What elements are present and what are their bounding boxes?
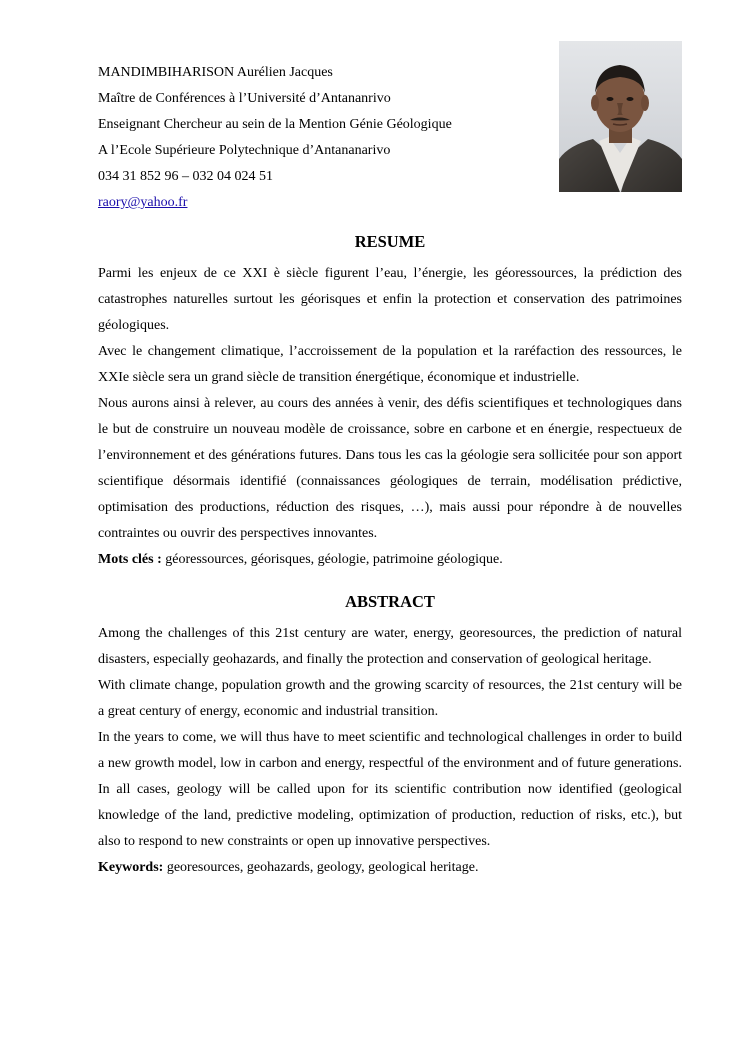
abstract-paragraph: In the years to come, we will thus have to meet scientific and technological challenges in order to build a new growth model, low in carbon and energy, respectful of the environment and of future generations. In all cases, geology will be called upon for its scientific contribution now identified (geological knowledge of the land, predictive modeling, optimization of production, reduction of risks, etc.), but also to respond to new constraints or open up innovative perspectives. xyxy=(98,730,682,849)
resume-paragraph: Avec le changement climatique, l’accroissement de la population et la raréfaction des ressources, le XXIe siècle sera un grand siècle de transition énergétique, économique et industrielle. xyxy=(98,344,682,385)
resume-keywords-label: Mots clés : xyxy=(98,552,162,567)
abstract-keywords xyxy=(98,855,682,881)
abstract-keywords-text: georesources, geohazards, geology, geological heritage. xyxy=(163,860,479,875)
resume-title: RESUME xyxy=(354,232,426,251)
abstract-paragraph: With climate change, population growth and the growing scarcity of resources, the 21st century will be a great century of energy, economic and industrial transition. xyxy=(98,678,682,719)
author-photo xyxy=(559,41,682,192)
resume-keywords xyxy=(98,547,682,573)
abstract-body xyxy=(98,621,682,881)
abstract-title: ABSTRACT xyxy=(345,592,435,611)
abstract-paragraph: Among the challenges of this 21st century are water, energy, georesources, the prediction of natural disasters, especially geohazards, and finally the protection and conservation of geological heritage. xyxy=(98,626,682,667)
resume-keywords-text: géoressources, géorisques, géologie, patrimoine géologique. xyxy=(161,552,503,567)
resume-paragraph: Parmi les enjeux de ce XXI è siècle figurent l’eau, l’énergie, les géoressources, la prédiction des catastrophes naturelles surtout les géorisques et enfin la protection et conservation des patrimoines géologiques. xyxy=(98,266,682,333)
author-position: Maître de Conférences à l’Université d’Antananrivo xyxy=(98,91,391,106)
author-name: MANDIMBIHARISON Aurélien Jacques xyxy=(98,65,333,80)
resume-paragraph: Nous aurons ainsi à relever, au cours des années à venir, des défis scientifiques et technologiques dans le but de construire un nouveau modèle de croissance, sobre en carbone et en énergie, respectueux de l’environnement et des générations futures. Dans tous les cas la géologie sera sollicitée pour son apport scientifique désormais identifié (connaissances géologiques de terrain, modélisation prédictive, optimisation des productions, réduction des risques, …), mais aussi pour répondre à de nouvelles contraintes ou ouvrir des perspectives innovantes. xyxy=(98,396,682,541)
portrait-photo-icon xyxy=(559,41,682,192)
author-school: A l’Ecole Supérieure Polytechnique d’Antananarivo xyxy=(98,143,391,158)
author-phone: 034 31 852 96 – 032 04 024 51 xyxy=(98,169,273,184)
resume-body xyxy=(98,261,682,573)
author-header xyxy=(98,60,538,216)
author-email-link[interactable]: raory@yahoo.fr xyxy=(98,195,188,210)
author-role: Enseignant Chercheur au sein de la Mention Génie Géologique xyxy=(98,117,452,132)
abstract-keywords-label: Keywords: xyxy=(98,860,164,875)
